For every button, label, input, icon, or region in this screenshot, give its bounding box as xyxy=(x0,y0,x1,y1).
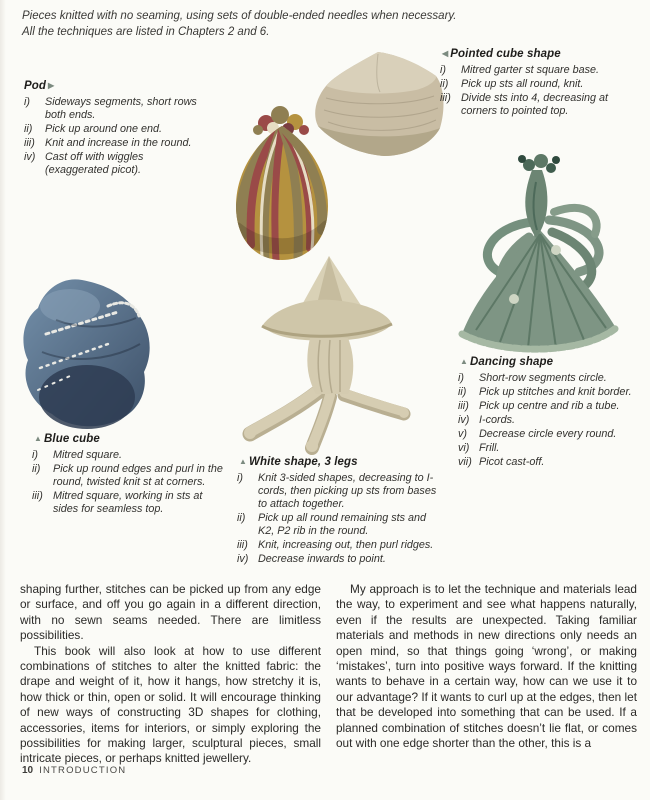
arrow-up-icon: ▲ xyxy=(34,434,43,443)
list-item xyxy=(24,123,209,136)
section-blue-cube-title xyxy=(32,433,227,445)
item-text: Divide sts into 4, decreasing at corners to pointed top. xyxy=(461,92,609,117)
body-paragraph: My approach is to let the technique and materials lead the way, to experiment and see what happens naturally, even if the results are unexpected. Taking familiar materials and methods in new directions only needs an open mind, so that things going ‘wrong’, or making ‘mistakes’, turn into positive ways forward. If the knitting wants to behave in a certain way, how can we use it to our advantage? If it wants to curl up at the edges, then let that be developed into something that can be used. If a planned combination of stitches doesn’t lie flat, or comes out with one edge shorter than the other, this is a xyxy=(336,582,637,751)
item-numeral: i) xyxy=(24,96,30,108)
list-item xyxy=(237,539,442,552)
dancing-shape-photo xyxy=(444,142,632,360)
arrow-up-icon: ▲ xyxy=(460,357,469,366)
intro-line-2: All the techniques are listed in Chapters 2 and 6. xyxy=(22,26,270,38)
pod-photo xyxy=(218,100,346,265)
list-item xyxy=(458,456,640,469)
item-text: Pick up round edges and purl in the round, twisted knit st at corners. xyxy=(53,463,223,488)
list-item xyxy=(458,428,640,441)
arrow-left-icon: ◀ xyxy=(442,49,449,58)
item-numeral: ii) xyxy=(24,123,33,135)
section-white-shape-title xyxy=(237,456,442,468)
item-numeral: iii) xyxy=(440,92,451,104)
item-text: I-cords. xyxy=(479,414,515,426)
item-text: Sideways segments, short rows both ends. xyxy=(45,96,197,121)
item-numeral: ii) xyxy=(32,463,41,475)
body-paragraph: This book will also look at how to use different combinations of stitches to alter the knitted fabric: the drape and weight of it, how it hangs, how stretchy it is, how thick or thin, open or solid. It will encourage thinking of new ways of constructing 3D shapes for clothing, accessories, items for interiors, or simply exploring the possibilities for making larger, sculptural pieces, small intricate pieces, or perhaps knitted jewellery. xyxy=(20,643,321,766)
item-numeral: ii) xyxy=(237,512,246,524)
item-numeral: i) xyxy=(458,372,464,384)
section-pod xyxy=(24,80,209,178)
body-paragraph: shaping further, stitches can be picked up from any edge or surface, and off you go again in a different direction, with no sewn seams needed. There are limitless possibilities. xyxy=(20,582,321,643)
item-numeral: i) xyxy=(237,472,243,484)
item-text: Frill. xyxy=(479,442,500,454)
body-right-column xyxy=(336,582,637,767)
chapter-label: INTRODUCTION xyxy=(39,765,127,776)
section-pod-title xyxy=(24,80,209,92)
item-text: Pick up sts all round, knit. xyxy=(461,78,584,90)
dancing-shape-title-text: Dancing shape xyxy=(470,356,554,368)
item-text: Cast off with wiggles (exaggerated picot). xyxy=(45,151,144,176)
list-item xyxy=(440,64,642,77)
item-text: Picot cast-off. xyxy=(479,456,545,468)
item-text: Knit 3-sided shapes, decreasing to I-cords, then picking up sts from bases to attach together. xyxy=(258,472,437,510)
list-item xyxy=(458,400,640,413)
list-item xyxy=(440,92,642,118)
list-item xyxy=(32,449,227,462)
pod-title-text: Pod xyxy=(24,80,47,92)
item-numeral: iii) xyxy=(237,539,248,551)
item-numeral: iv) xyxy=(237,553,249,565)
item-text: Decrease inwards to point. xyxy=(258,553,386,565)
list-item xyxy=(237,512,442,538)
body-text xyxy=(20,582,637,767)
item-text: Mitred garter st square base. xyxy=(461,64,600,76)
item-numeral: i) xyxy=(32,449,38,461)
page-footer xyxy=(22,765,126,776)
list-item xyxy=(32,463,227,489)
item-numeral: v) xyxy=(458,428,467,440)
list-item xyxy=(24,137,209,150)
item-numeral: iii) xyxy=(32,490,43,502)
list-item xyxy=(32,490,227,516)
list-item xyxy=(24,151,209,177)
item-numeral: vii) xyxy=(458,456,472,468)
section-white-shape xyxy=(237,456,442,567)
list-item xyxy=(237,553,442,566)
intro-line-1: Pieces knitted with no seaming, using sets of double-ended needles when necessary. xyxy=(22,10,457,22)
list-item xyxy=(458,414,640,427)
item-text: Knit and increase in the round. xyxy=(45,137,192,149)
section-dancing-shape xyxy=(458,356,640,470)
arrow-right-icon: ▶ xyxy=(48,81,55,90)
section-pointed-cube-title xyxy=(440,48,642,60)
list-item xyxy=(440,78,642,91)
item-text: Short-row segments circle. xyxy=(479,372,607,384)
section-dancing-shape-title xyxy=(458,356,640,368)
pointed-cube-title-text: Pointed cube shape xyxy=(450,48,561,60)
item-text: Pick up centre and rib a tube. xyxy=(479,400,620,412)
body-left-column xyxy=(20,582,321,767)
white-shape-photo xyxy=(232,250,422,457)
item-text: Pick up stitches and knit border. xyxy=(479,386,632,398)
item-numeral: i) xyxy=(440,64,446,76)
item-numeral: iv) xyxy=(24,151,36,163)
item-numeral: iii) xyxy=(458,400,469,412)
white-shape-title-text: White shape, 3 legs xyxy=(249,456,358,468)
intro-caption xyxy=(22,8,492,40)
item-numeral: vi) xyxy=(458,442,470,454)
item-numeral: iii) xyxy=(24,137,35,149)
item-text: Mitred square. xyxy=(53,449,123,461)
blue-cube-title-text: Blue cube xyxy=(44,433,100,445)
item-text: Pick up around one end. xyxy=(45,123,163,135)
list-item xyxy=(458,372,640,385)
item-numeral: ii) xyxy=(440,78,449,90)
page-number: 10 xyxy=(22,765,34,776)
list-item xyxy=(458,442,640,455)
item-text: Mitred square, working in sts at sides for seamless top. xyxy=(53,490,203,515)
item-text: Pick up all round remaining sts and K2, P2 rib in the round. xyxy=(258,512,427,537)
arrow-up-icon: ▲ xyxy=(239,457,248,466)
list-item xyxy=(24,96,209,122)
list-item xyxy=(458,386,640,399)
list-item xyxy=(237,472,442,511)
item-numeral: ii) xyxy=(458,386,467,398)
item-numeral: iv) xyxy=(458,414,470,426)
section-pointed-cube xyxy=(440,48,642,119)
section-blue-cube xyxy=(32,433,227,517)
item-text: Decrease circle every round. xyxy=(479,428,617,440)
blue-cube-photo xyxy=(12,272,154,434)
item-text: Knit, increasing out, then purl ridges. xyxy=(258,539,434,551)
